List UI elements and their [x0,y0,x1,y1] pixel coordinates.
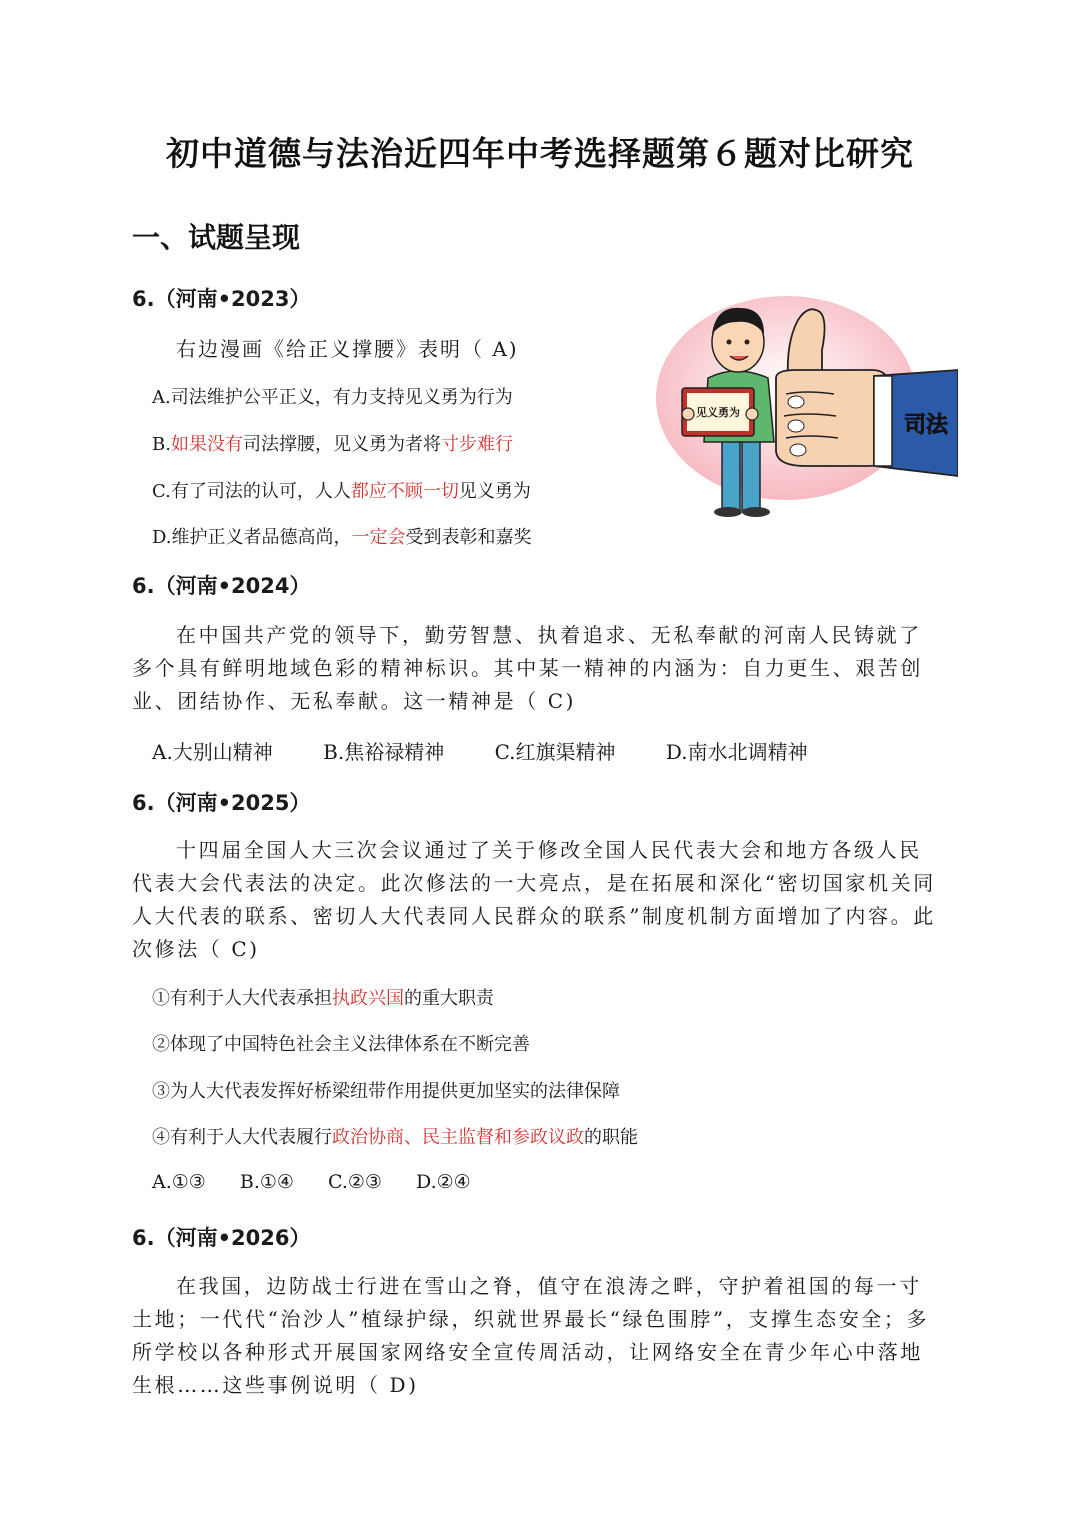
question-2026-stem: 在我国，边防战士行进在雪山之脊，值守在浪涛之畔，守护着祖国的每一寸土地；一代代“治沙人”植绿护绿，织就世界最长“绿色围脖”，支撑生态安全；多所学校以各种形式开展国家网络安全宣传周活动，让网络安全在青少年心中落地生根……这些事例说明（ D) [132,1274,930,1397]
choice-b: B.①④ [239,1171,294,1193]
question-2024-stem: 在中国共产党的领导下，勤劳智慧、执着追求、无私奉献的河南人民铸就了多个具有鲜明地域色彩的精神标识。其中某一精神的内涵为：自力更生、艰苦创业、团结协作、无私奉献。这一精神是（ C) [132,623,923,713]
page-title: 初中道德与法治近四年中考选择题第６题对比研究 [166,134,914,173]
cuff-text: 司法 [903,413,949,438]
choice-a: A.①③ [152,1171,206,1193]
question-2025-stem: 十四届全国人大三次会议通过了关于修改全国人民代表大会和地方各级人民代表大会代表法的决定。此次修法的一大亮点，是在拓展和深化“密切国家机关同人大代表的联系、密切人大代表同人民群众的联系”制度机制方面增加了内容。此次修法（ C) [132,838,936,961]
certificate-text: 见义勇为 [696,406,740,419]
question-2023-stem: 右边漫画《给正义撑腰》表明（ A) [176,337,519,361]
choice-d: D.南水北调精神 [665,740,808,764]
question-2024-header: 6.（河南•2024） [132,574,311,598]
choice-b: B.焦裕禄精神 [323,740,445,764]
option-a: A.司法维护公平正义，有力支持见义勇为行为 [152,387,513,408]
option-b: B.如果没有司法撑腰，见义勇为者将寸步难行 [152,434,513,455]
choice-c: C.②③ [328,1171,382,1193]
section-heading: 一、试题呈现 [132,221,301,254]
statement-1: ①有利于人大代表承担执政兴国的重大职责 [152,988,494,1009]
statement-4: ④有利于人大代表履行政治协商、民主监督和参政议政的职能 [152,1127,638,1148]
choice-a: A.大别山精神 [152,740,273,764]
option-d: D.维护正义者品德高尚，一定会受到表彰和嘉奖 [152,527,532,548]
statement-3: ③为人大代表发挥好桥梁纽带作用提供更加坚实的法律保障 [152,1081,620,1102]
cartoon-justice-thumb [636,290,958,522]
choice-c: C.红旗渠精神 [494,740,616,764]
question-2025-header: 6.（河南•2025） [132,791,311,815]
question-2024-choices [152,736,852,765]
question-2025-choices [152,1171,515,1193]
statement-2: ②体现了中国特色社会主义法律体系在不断完善 [152,1034,530,1055]
question-2023-header: 6.（河南•2023） [132,287,311,311]
question-2026-header: 6.（河南•2026） [132,1226,311,1250]
choice-d: D.②④ [416,1171,471,1193]
option-c: C.有了司法的认可，人人都应不顾一切见义勇为 [152,481,531,502]
